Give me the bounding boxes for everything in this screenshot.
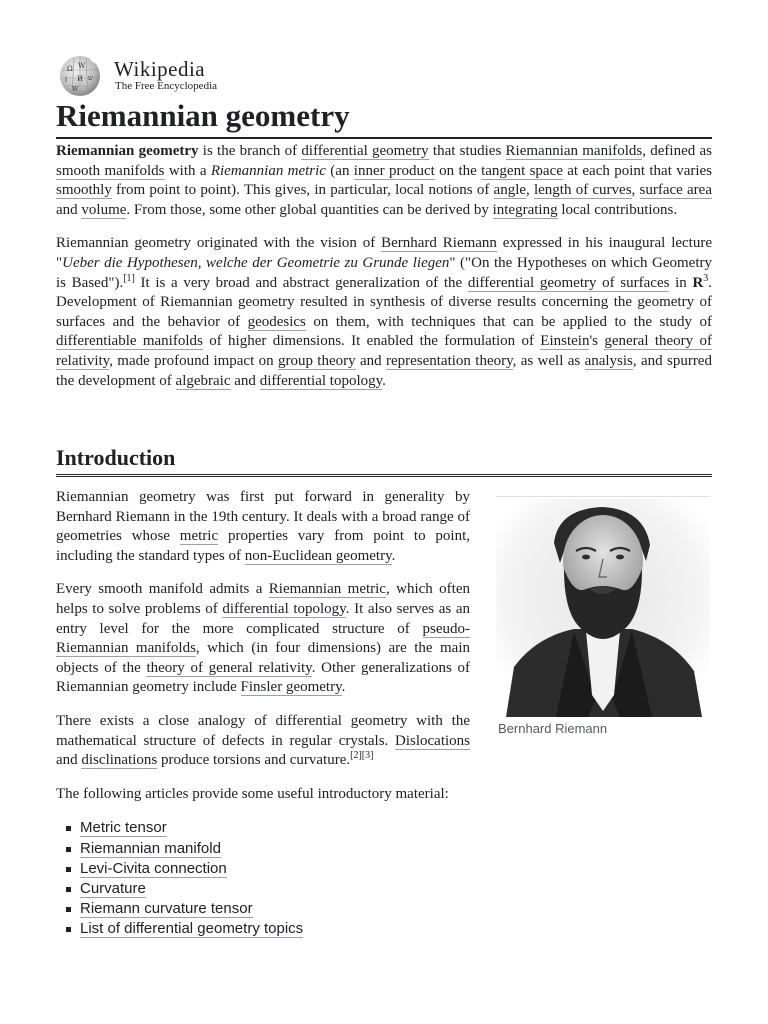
link-riemannian-manifolds[interactable]: Riemannian manifolds (505, 143, 643, 159)
text: . From those, some other global quantities can be derived by (126, 201, 493, 218)
text: expressed in his inaugural lecture " (56, 235, 712, 271)
text: on them, with techniques that can be applied to the study of (305, 313, 712, 330)
text: , defined as (642, 143, 712, 159)
text: . (391, 547, 396, 564)
text: " ("On the Hypotheses on which Geometry is Based"). (56, 254, 713, 291)
text: with a (164, 162, 211, 179)
list-item (56, 839, 470, 859)
text: . (341, 679, 346, 696)
text: and (230, 372, 260, 389)
text: Riemannian geometry was first put forward in generality by Bernhard Riemann in the 19th century. It deals with a broad range of geometries whose (56, 489, 470, 545)
link-theory-of-general-relativity[interactable]: theory of general relativity (146, 659, 312, 676)
italic-term: Riemannian metric (210, 162, 326, 179)
bernhard-riemann-portrait[interactable] (496, 499, 710, 717)
link-smooth-manifolds[interactable]: smooth manifolds (56, 162, 165, 179)
globe-glyph: Ω (67, 65, 73, 73)
text: local contributions. (557, 201, 678, 218)
link-analysis[interactable]: analysis (584, 352, 633, 369)
link-list-of-differential-geometry-topics[interactable]: List of differential geometry topics (80, 920, 304, 938)
text: , (631, 182, 640, 199)
link-levi-civita-connection[interactable]: Levi-Civita connection (80, 859, 227, 877)
link-riemannian-metric[interactable]: Riemannian metric (268, 581, 386, 598)
text: , as well as (512, 352, 585, 369)
wikipedia-logo[interactable] (56, 54, 256, 98)
globe-glyph: W (72, 86, 79, 93)
link-metric[interactable]: metric (179, 528, 219, 545)
figure-divider (496, 496, 710, 497)
text: Every smooth manifold admits a (56, 581, 269, 598)
introduction-section (56, 488, 470, 940)
text: . (382, 372, 386, 389)
link-disclinations[interactable]: disclinations (81, 752, 158, 769)
text: that studies (428, 143, 506, 159)
globe-glyph: ש (88, 74, 93, 82)
intro-paragraph-3 (56, 712, 470, 771)
link-inner-product[interactable]: inner product (353, 162, 435, 179)
list-item (56, 879, 470, 899)
lead-section (56, 142, 712, 391)
text: and (355, 352, 386, 369)
text: produce torsions and curvature. (157, 752, 351, 769)
introductory-articles-list (56, 818, 470, 939)
text: , (526, 182, 534, 199)
text: properties vary from point to point, including the standard types of (56, 528, 470, 564)
link-angle[interactable]: angle (493, 182, 527, 199)
globe-glyph: И (77, 75, 84, 83)
link-pseudo-riemannian-manifolds[interactable]: pseudo-Riemannian manifolds (56, 620, 470, 657)
link-geodesics[interactable]: geodesics (247, 313, 306, 330)
bold-term: Riemannian geometry (56, 143, 199, 159)
section-heading-introduction: Introduction (56, 444, 712, 477)
list-item (56, 899, 470, 919)
link-riemann-curvature-tensor[interactable]: Riemann curvature tensor (80, 900, 253, 918)
list-item (56, 859, 470, 879)
link-surface-area[interactable]: surface area (639, 182, 712, 199)
text: It is a very broad and abstract generalization of the (134, 274, 468, 291)
link-integrating[interactable]: integrating (492, 201, 558, 218)
text: and (56, 201, 82, 218)
link-differential-topology[interactable]: differential topology (259, 372, 383, 389)
link-einstein[interactable]: Einstein (540, 333, 590, 350)
link-tangent-space[interactable]: tangent space (481, 162, 563, 179)
text: , which (in four dimensions) are the main objects of the (56, 640, 470, 676)
wikipedia-globe-icon (56, 54, 104, 98)
text: (an (325, 162, 354, 179)
text: There exists a close analogy of differential geometry with the mathematical structure of defects in regular crystals. (56, 712, 470, 749)
link-general-theory-of-relativity[interactable]: general theory of relativity (56, 333, 712, 369)
globe-glyph: ا (65, 76, 67, 84)
link-group-theory[interactable]: group theory (277, 352, 356, 369)
link-smoothly[interactable]: smoothly (56, 182, 112, 199)
lead-paragraph-2 (56, 234, 712, 391)
reference-2[interactable]: [2] (350, 750, 362, 762)
link-metric-tensor[interactable]: Metric tensor (80, 819, 167, 837)
text: , made profound impact on (109, 352, 278, 369)
text: in (669, 274, 693, 291)
text: , which often helps to solve problems of (56, 581, 471, 617)
wikipedia-wordmark: Wikipedia (114, 57, 206, 81)
list-item (56, 818, 470, 838)
intro-paragraph-4: The following articles provide some useful introductory material: (56, 785, 449, 802)
link-dislocations[interactable]: Dislocations (395, 732, 470, 749)
link-differential-geometry[interactable]: differential geometry (301, 143, 429, 159)
reference-3[interactable]: [3] (361, 750, 374, 762)
text: from point to point). This gives, in particular, local notions of (111, 182, 494, 199)
portrait-figure (496, 496, 710, 736)
intro-paragraph-1 (56, 488, 470, 566)
figure-caption: Bernhard Riemann (498, 721, 608, 736)
intro-paragraph-2 (56, 580, 470, 698)
link-volume[interactable]: volume (81, 201, 127, 218)
link-differential-geometry-of-surfaces[interactable]: differential geometry of surfaces (467, 274, 670, 291)
link-differential-topology[interactable]: differential topology (222, 600, 346, 617)
link-riemannian-manifold[interactable]: Riemannian manifold (80, 839, 221, 857)
reference-1[interactable]: [1] (123, 272, 135, 284)
link-non-euclidean-geometry[interactable]: non-Euclidean geometry (244, 547, 392, 564)
lecture-title: Ueber die Hypothesen, welche der Geometrie zu Grunde liegen (62, 254, 450, 271)
page-title: Riemannian geometry (56, 96, 712, 139)
link-bernhard-riemann[interactable]: Bernhard Riemann (381, 235, 497, 252)
text: , and spurred the development of (56, 352, 712, 389)
text: of higher dimensions. It enabled the formulation of (202, 333, 541, 350)
math-exponent: 3 (703, 272, 709, 284)
list-item (56, 919, 470, 939)
text: is the branch of (198, 143, 302, 159)
text: and (56, 752, 82, 769)
link-curvature[interactable]: Curvature (80, 879, 146, 897)
link-finsler-geometry[interactable]: Finsler geometry (240, 679, 342, 696)
lead-paragraph-1 (56, 142, 712, 220)
text: Riemannian geometry originated with the vision of (56, 235, 382, 252)
link-length-of-curves[interactable]: length of curves (533, 182, 632, 199)
text: at each point that varies (562, 162, 713, 179)
text: on the (434, 162, 482, 179)
text: 's (589, 333, 605, 350)
globe-glyph: W (78, 62, 86, 70)
link-algebraic[interactable]: algebraic (175, 372, 231, 389)
text: . Other generalizations of Riemannian geometry include (56, 659, 470, 696)
wikipedia-tagline: The Free Encyclopedia (115, 80, 218, 92)
text: . It also serves as an entry level for the more complicated structure of (56, 600, 470, 637)
link-differentiable-manifolds[interactable]: differentiable manifolds (56, 333, 203, 350)
math-r: R (692, 274, 704, 291)
link-representation-theory[interactable]: representation theory (385, 352, 513, 369)
text: . Development of Riemannian geometry resulted in synthesis of diverse results concerning the geometry of surfaces and the behavior of (56, 274, 713, 330)
